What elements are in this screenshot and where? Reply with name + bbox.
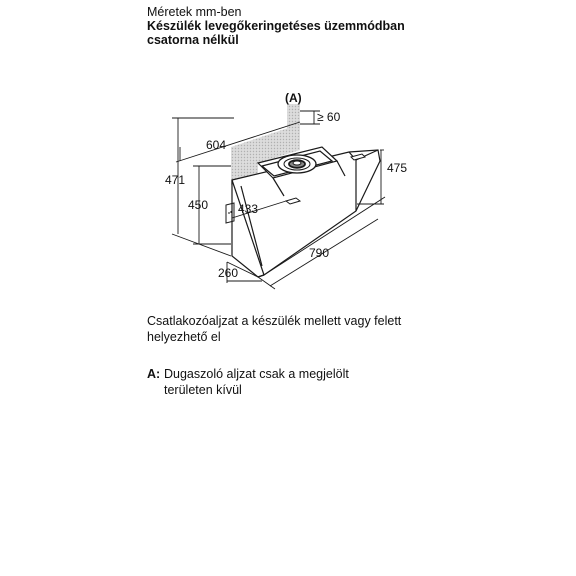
dim-height-front: 475 (387, 161, 408, 175)
dim-min-top: ≥ 60 (317, 110, 341, 124)
diagram-title-line-1: Készülék levegőkeringetéses üzemmódban (147, 19, 405, 33)
dim-height-total: 471 (165, 173, 186, 187)
legend-a (147, 366, 349, 398)
dim-depth-bracket: 433 (238, 202, 259, 216)
fan-motor-icon (278, 155, 316, 173)
dim-width-front: 790 (309, 246, 330, 260)
units-caption: Méretek mm-ben (147, 5, 242, 19)
legend-a-line-1: Dugaszoló aljzat csak a megjelölt (164, 367, 349, 381)
label-a: (A) (285, 91, 302, 105)
dim-height-mid: 450 (188, 198, 209, 212)
diagram-title-line-2: csatorna nélkül (147, 33, 239, 47)
dim-width-back: 604 (206, 138, 227, 152)
legend-a-line-2: területen kívül (164, 383, 242, 397)
dim-depth-bottom: 260 (218, 266, 239, 280)
legend-a-key: A: (147, 367, 161, 381)
socket-note: Csatlakozóaljzat a készülék mellett vagy felett helyezhető el (147, 314, 402, 344)
